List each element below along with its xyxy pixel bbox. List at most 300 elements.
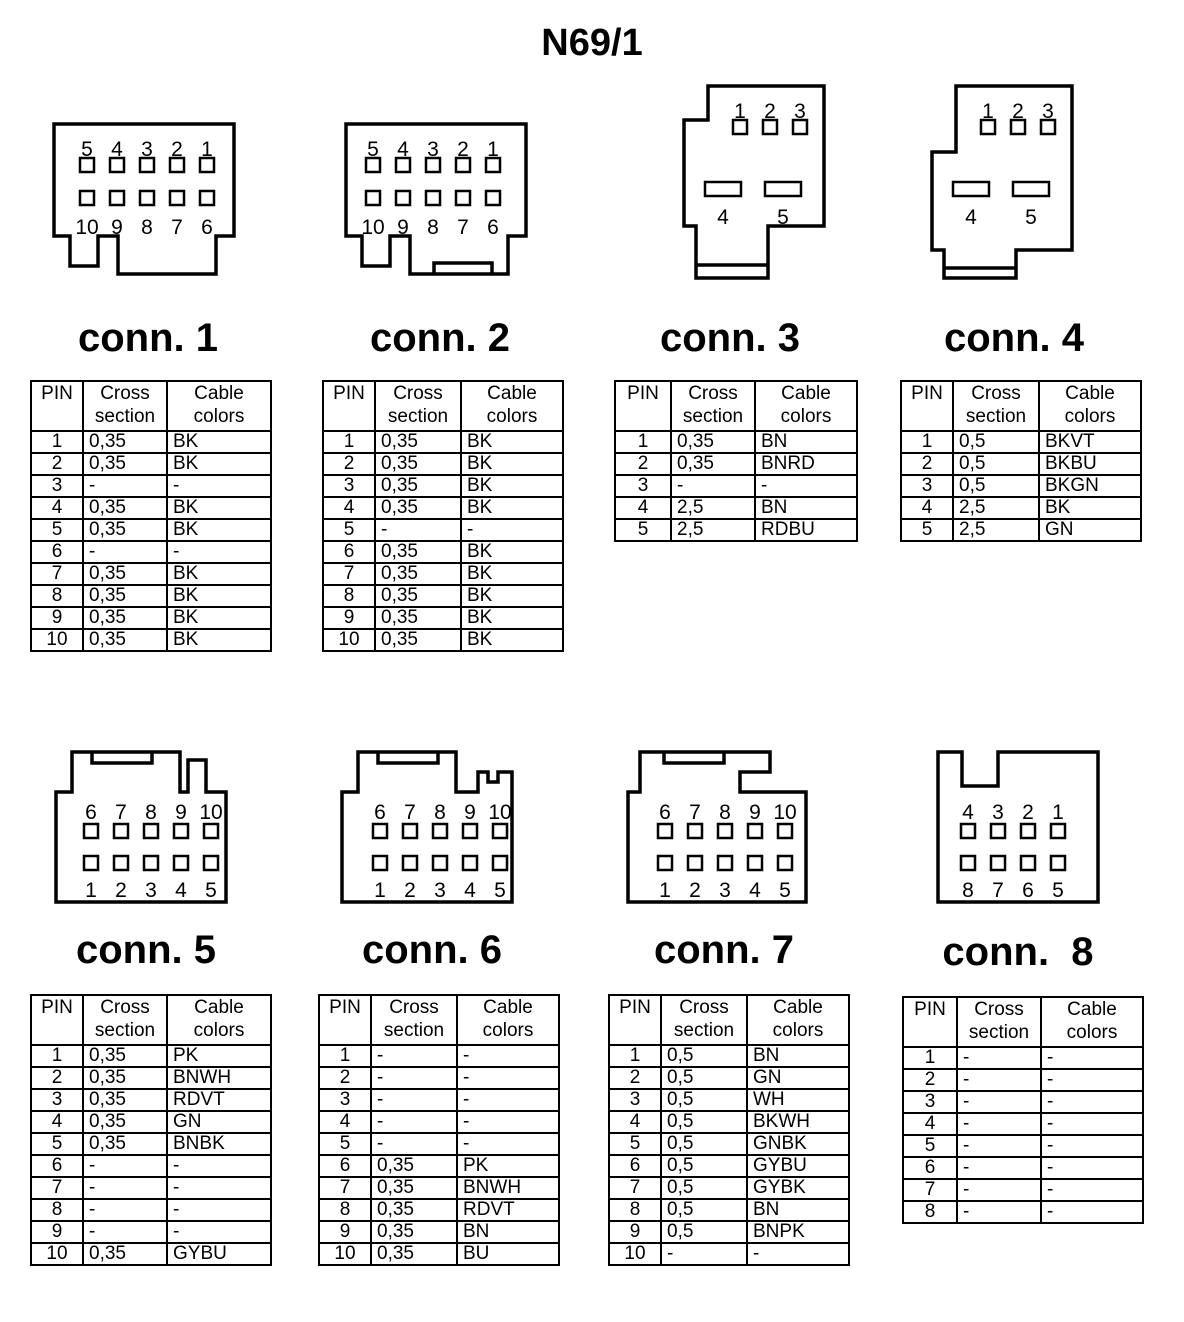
power-pin-cavity <box>705 182 741 196</box>
table-row <box>31 1089 271 1111</box>
cross-section-cell: 0,35 <box>375 563 461 585</box>
table-row <box>323 607 563 629</box>
connector-5-housing <box>52 748 232 908</box>
pin-number-label: 8 <box>962 879 974 902</box>
table-row <box>615 453 857 475</box>
pin-cavity <box>463 856 477 870</box>
cable-color-cell: BNRD <box>755 453 857 475</box>
pin-number-cell: 5 <box>31 519 83 541</box>
header-cross-section: Cross section <box>371 995 457 1045</box>
cable-color-cell: - <box>1041 1135 1143 1157</box>
pin-number-label: 1 <box>374 879 386 902</box>
cable-color-cell: GYBK <box>747 1177 849 1199</box>
pin-cavity <box>688 856 702 870</box>
pin-number-label: 10 <box>75 216 99 239</box>
pin-number-cell: 1 <box>319 1045 371 1067</box>
table-row <box>319 1133 559 1155</box>
pin-cavity <box>114 824 128 838</box>
cross-section-cell: - <box>957 1201 1041 1223</box>
cable-color-cell: BKGN <box>1039 475 1141 497</box>
table-row <box>903 1157 1143 1179</box>
pin-number-label: 5 <box>367 138 379 161</box>
cable-color-cell: - <box>1041 1157 1143 1179</box>
cable-color-cell: BNPK <box>747 1221 849 1243</box>
pin-number-label: 2 <box>689 879 701 902</box>
connector-4-pin-table <box>900 380 1142 542</box>
cross-section-cell: 0,35 <box>375 585 461 607</box>
pin-number-label: 2 <box>764 100 776 123</box>
table-row <box>615 519 857 541</box>
cable-color-cell: - <box>755 475 857 497</box>
housing-outline <box>56 752 226 902</box>
pin-number-cell: 6 <box>31 541 83 563</box>
header-pin: PIN <box>609 995 661 1045</box>
cross-section-cell: - <box>957 1091 1041 1113</box>
table-row <box>319 1067 559 1089</box>
pin-number-label: 1 <box>659 879 671 902</box>
table-row <box>323 541 563 563</box>
pin-number-label: 10 <box>773 801 797 824</box>
table-row <box>903 1091 1143 1113</box>
pin-number-cell: 9 <box>319 1221 371 1243</box>
table-row <box>31 1111 271 1133</box>
pin-cavity <box>991 856 1005 870</box>
pin-cavity <box>366 191 380 205</box>
table-row <box>31 1045 271 1067</box>
cross-section-cell: - <box>83 1199 167 1221</box>
pin-number-cell: 5 <box>903 1135 957 1157</box>
connector-6-caption: conn. 6 <box>361 928 503 972</box>
pin-number-label: 10 <box>199 801 223 824</box>
table-row <box>903 1179 1143 1201</box>
pin-number-cell: 10 <box>609 1243 661 1265</box>
cable-color-cell: - <box>1041 1113 1143 1135</box>
cable-color-cell: GYBU <box>167 1243 271 1265</box>
housing-outline <box>342 752 512 902</box>
cable-color-cell: BK <box>461 541 563 563</box>
header-cable-colors: Cable colors <box>1039 381 1141 431</box>
pin-number-label: 5 <box>494 879 506 902</box>
table-row <box>901 519 1141 541</box>
pin-cavity <box>144 856 158 870</box>
header-cross-section: Cross section <box>83 381 167 431</box>
pin-number-cell: 4 <box>323 497 375 519</box>
cable-color-cell: BU <box>457 1243 559 1265</box>
cross-section-cell: 2,5 <box>671 519 755 541</box>
table-row <box>901 475 1141 497</box>
connector-8-pin-table <box>902 996 1144 1224</box>
connector-8-caption: conn. 8 <box>942 930 1094 974</box>
table-row <box>31 1199 271 1221</box>
table-row <box>31 629 271 651</box>
cable-color-cell: BK <box>461 607 563 629</box>
cable-color-cell: - <box>1041 1047 1143 1069</box>
pin-cavity <box>718 856 732 870</box>
table-row <box>903 1201 1143 1223</box>
pin-cavity <box>778 824 792 838</box>
cable-color-cell: - <box>1041 1069 1143 1091</box>
header-cross-section: Cross section <box>957 997 1041 1047</box>
cross-section-cell: - <box>371 1133 457 1155</box>
pin-number-label: 10 <box>361 216 385 239</box>
cross-section-cell: 0,35 <box>375 453 461 475</box>
header-pin: PIN <box>901 381 953 431</box>
cross-section-cell: - <box>83 475 167 497</box>
pin-number-label: 2 <box>404 879 416 902</box>
pin-number-cell: 8 <box>903 1201 957 1223</box>
table-row <box>901 453 1141 475</box>
table-row <box>323 519 563 541</box>
pin-number-cell: 4 <box>31 497 83 519</box>
table-row <box>319 1221 559 1243</box>
pin-cavity <box>84 856 98 870</box>
power-pin-cavity <box>765 182 801 196</box>
pin-number-cell: 7 <box>323 563 375 585</box>
pin-cavity <box>174 824 188 838</box>
cross-section-cell: - <box>83 1221 167 1243</box>
cross-section-cell: 0,35 <box>375 431 461 453</box>
pin-number-label: 9 <box>175 801 187 824</box>
table-row <box>323 563 563 585</box>
table-row <box>319 1155 559 1177</box>
connector-7-housing <box>624 748 814 908</box>
pin-number-cell: 4 <box>319 1111 371 1133</box>
pin-number-label: 8 <box>427 216 439 239</box>
header-cable-colors: Cable colors <box>1041 997 1143 1047</box>
cross-section-cell: 0,5 <box>661 1221 747 1243</box>
pin-cavity <box>373 856 387 870</box>
table-row <box>609 1089 849 1111</box>
cable-color-cell: BK <box>167 585 271 607</box>
pin-number-label: 4 <box>965 206 977 229</box>
pin-number-cell: 5 <box>901 519 953 541</box>
cable-color-cell: GNBK <box>747 1133 849 1155</box>
cross-section-cell: 0,5 <box>661 1045 747 1067</box>
table-row <box>323 475 563 497</box>
table-row <box>609 1111 849 1133</box>
table-row <box>31 585 271 607</box>
cable-color-cell: - <box>457 1111 559 1133</box>
pin-cavity <box>961 824 975 838</box>
pin-number-label: 2 <box>171 138 183 161</box>
cross-section-cell: 0,5 <box>661 1067 747 1089</box>
connector-1-housing <box>50 120 250 280</box>
cross-section-cell: - <box>371 1089 457 1111</box>
pin-cavity <box>84 824 98 838</box>
cross-section-cell: - <box>957 1157 1041 1179</box>
pin-cavity <box>144 824 158 838</box>
pin-number-cell: 3 <box>319 1089 371 1111</box>
cable-color-cell: BK <box>167 497 271 519</box>
connector-3-pin-table <box>614 380 858 542</box>
pin-cavity <box>1021 824 1035 838</box>
power-pin-cavity <box>953 182 989 196</box>
cross-section-cell: - <box>957 1113 1041 1135</box>
pin-number-cell: 2 <box>319 1067 371 1089</box>
cable-color-cell: BNWH <box>457 1177 559 1199</box>
pin-number-label: 1 <box>1052 801 1064 824</box>
connector-2-caption: conn. 2 <box>369 316 511 360</box>
pin-number-cell: 8 <box>319 1199 371 1221</box>
pin-number-cell: 5 <box>323 519 375 541</box>
cable-color-cell: BKBU <box>1039 453 1141 475</box>
cross-section-cell: 0,35 <box>83 519 167 541</box>
pin-cavity <box>1051 824 1065 838</box>
cross-section-cell: - <box>83 1177 167 1199</box>
cross-section-cell: 0,5 <box>661 1199 747 1221</box>
pin-number-label: 2 <box>457 138 469 161</box>
table-row <box>31 1243 271 1265</box>
pin-number-cell: 8 <box>609 1199 661 1221</box>
table-row <box>31 563 271 585</box>
pin-number-label: 7 <box>115 801 127 824</box>
pin-number-cell: 4 <box>903 1113 957 1135</box>
cable-color-cell: WH <box>747 1089 849 1111</box>
header-cable-colors: Cable colors <box>167 381 271 431</box>
pin-number-label: 7 <box>171 216 183 239</box>
cross-section-cell: - <box>375 519 461 541</box>
pin-number-label: 8 <box>434 801 446 824</box>
pin-number-label: 5 <box>205 879 217 902</box>
connector-4-caption: conn. 4 <box>943 316 1085 360</box>
pin-number-cell: 8 <box>323 585 375 607</box>
pin-number-cell: 6 <box>31 1155 83 1177</box>
pin-number-cell: 5 <box>615 519 671 541</box>
cross-section-cell: 0,35 <box>83 629 167 651</box>
pin-number-label: 3 <box>794 100 806 123</box>
pin-number-label: 4 <box>717 206 729 229</box>
pin-number-label: 8 <box>145 801 157 824</box>
pin-number-cell: 4 <box>31 1111 83 1133</box>
pin-number-label: 9 <box>464 801 476 824</box>
cross-section-cell: 0,5 <box>661 1089 747 1111</box>
pin-cavity <box>433 824 447 838</box>
connector-3-housing <box>680 82 830 282</box>
pin-cavity <box>114 856 128 870</box>
pin-number-label: 6 <box>85 801 97 824</box>
table-row <box>609 1155 849 1177</box>
cross-section-cell: 0,35 <box>83 453 167 475</box>
header-cross-section: Cross section <box>83 995 167 1045</box>
header-cable-colors: Cable colors <box>755 381 857 431</box>
pin-number-cell: 6 <box>323 541 375 563</box>
cross-section-cell: 0,5 <box>661 1133 747 1155</box>
cross-section-cell: 0,35 <box>375 607 461 629</box>
cable-color-cell: - <box>167 1199 271 1221</box>
table-row <box>615 475 857 497</box>
table-row <box>609 1199 849 1221</box>
pin-cavity <box>170 191 184 205</box>
pin-number-cell: 5 <box>609 1133 661 1155</box>
pin-cavity <box>403 856 417 870</box>
pin-number-cell: 2 <box>323 453 375 475</box>
cross-section-cell: - <box>957 1179 1041 1201</box>
pin-number-label: 3 <box>719 879 731 902</box>
pin-number-cell: 7 <box>903 1179 957 1201</box>
cross-section-cell: 0,5 <box>953 431 1039 453</box>
table-row <box>609 1243 849 1265</box>
cable-color-cell: - <box>457 1067 559 1089</box>
pin-number-label: 10 <box>488 801 512 824</box>
cable-color-cell: BK <box>461 431 563 453</box>
header-cable-colors: Cable colors <box>167 995 271 1045</box>
cross-section-cell: 0,35 <box>671 453 755 475</box>
table-row <box>615 431 857 453</box>
pin-cavity <box>961 856 975 870</box>
header-pin: PIN <box>903 997 957 1047</box>
pin-number-cell: 10 <box>31 1243 83 1265</box>
pin-number-cell: 4 <box>615 497 671 519</box>
cable-color-cell: - <box>167 475 271 497</box>
header-pin: PIN <box>31 995 83 1045</box>
cable-color-cell: PK <box>167 1045 271 1067</box>
header-cross-section: Cross section <box>953 381 1039 431</box>
pin-cavity <box>433 856 447 870</box>
table-row <box>609 1133 849 1155</box>
pin-number-cell: 4 <box>609 1111 661 1133</box>
cable-color-cell: BK <box>461 629 563 651</box>
cross-section-cell: 0,35 <box>83 1067 167 1089</box>
pin-cavity <box>174 856 188 870</box>
pin-number-label: 4 <box>749 879 761 902</box>
table-row <box>31 519 271 541</box>
pin-number-label: 6 <box>201 216 213 239</box>
connector-2-pin-table <box>322 380 564 652</box>
pin-cavity <box>688 824 702 838</box>
pin-number-label: 4 <box>464 879 476 902</box>
table-header <box>615 381 857 431</box>
cable-color-cell: - <box>747 1243 849 1265</box>
pin-number-label: 1 <box>487 138 499 161</box>
pin-number-cell: 1 <box>615 431 671 453</box>
pin-cavity <box>80 191 94 205</box>
table-row <box>609 1067 849 1089</box>
pin-number-label: 3 <box>141 138 153 161</box>
pin-number-cell: 8 <box>31 1199 83 1221</box>
pin-cavity <box>204 824 218 838</box>
pin-number-label: 1 <box>201 138 213 161</box>
connector-7-caption: conn. 7 <box>653 928 795 972</box>
cross-section-cell: 0,35 <box>375 497 461 519</box>
pin-number-cell: 3 <box>615 475 671 497</box>
connector-6-housing <box>338 748 518 908</box>
pin-number-label: 9 <box>397 216 409 239</box>
pin-cavity <box>456 191 470 205</box>
table-row <box>609 1221 849 1243</box>
cross-section-cell: 0,35 <box>375 541 461 563</box>
pin-number-cell: 1 <box>903 1047 957 1069</box>
cross-section-cell: 0,5 <box>953 475 1039 497</box>
cable-color-cell: BK <box>461 453 563 475</box>
table-header <box>31 381 271 431</box>
connector-1-pin-table <box>30 380 272 652</box>
cable-color-cell: - <box>457 1089 559 1111</box>
pin-number-cell: 1 <box>901 431 953 453</box>
cable-color-cell: BK <box>167 519 271 541</box>
cross-section-cell: - <box>371 1045 457 1067</box>
pin-number-label: 2 <box>115 879 127 902</box>
cable-color-cell: - <box>167 1155 271 1177</box>
header-pin: PIN <box>615 381 671 431</box>
pin-number-cell: 10 <box>31 629 83 651</box>
cross-section-cell: 0,35 <box>371 1177 457 1199</box>
cable-color-cell: GN <box>1039 519 1141 541</box>
pin-number-cell: 6 <box>609 1155 661 1177</box>
pin-number-label: 7 <box>457 216 469 239</box>
table-header <box>901 381 1141 431</box>
cross-section-cell: - <box>83 541 167 563</box>
pin-cavity <box>718 824 732 838</box>
cross-section-cell: - <box>371 1067 457 1089</box>
pin-number-label: 5 <box>1052 879 1064 902</box>
cable-color-cell: BK <box>167 431 271 453</box>
power-pin-cavity <box>1013 182 1049 196</box>
pin-number-cell: 1 <box>31 431 83 453</box>
pin-cavity <box>778 856 792 870</box>
pin-number-cell: 3 <box>609 1089 661 1111</box>
cross-section-cell: 0,35 <box>83 497 167 519</box>
table-row <box>323 431 563 453</box>
cable-color-cell: - <box>457 1045 559 1067</box>
cross-section-cell: 2,5 <box>671 497 755 519</box>
cross-section-cell: 0,5 <box>661 1177 747 1199</box>
pin-number-cell: 6 <box>903 1157 957 1179</box>
table-row <box>323 497 563 519</box>
pin-number-label: 3 <box>434 879 446 902</box>
cable-color-cell: BNWH <box>167 1067 271 1089</box>
pin-number-label: 5 <box>779 879 791 902</box>
cross-section-cell: - <box>957 1047 1041 1069</box>
pin-number-label: 9 <box>749 801 761 824</box>
cross-section-cell: 0,35 <box>375 629 461 651</box>
connector-5-caption: conn. 5 <box>75 928 217 972</box>
cable-color-cell: BK <box>461 475 563 497</box>
header-cable-colors: Cable colors <box>461 381 563 431</box>
table-row <box>615 497 857 519</box>
cable-color-cell: BN <box>755 497 857 519</box>
cable-color-cell: RDVT <box>167 1089 271 1111</box>
table-row <box>903 1113 1143 1135</box>
cable-color-cell: BK <box>461 585 563 607</box>
header-pin: PIN <box>323 381 375 431</box>
connector-7-pin-table <box>608 994 850 1266</box>
header-cross-section: Cross section <box>661 995 747 1045</box>
table-row <box>903 1135 1143 1157</box>
pin-number-label: 4 <box>962 801 974 824</box>
cross-section-cell: - <box>957 1135 1041 1157</box>
cross-section-cell: 2,5 <box>953 519 1039 541</box>
cable-color-cell: BKVT <box>1039 431 1141 453</box>
table-row <box>31 541 271 563</box>
pin-number-cell: 6 <box>319 1155 371 1177</box>
pin-number-label: 6 <box>374 801 386 824</box>
pin-cavity <box>493 824 507 838</box>
table-row <box>319 1243 559 1265</box>
cable-color-cell: BK <box>1039 497 1141 519</box>
cross-section-cell: 0,35 <box>671 431 755 453</box>
pin-number-label: 9 <box>111 216 123 239</box>
cable-color-cell: - <box>1041 1201 1143 1223</box>
connector-5-pin-table <box>30 994 272 1266</box>
cross-section-cell: 2,5 <box>953 497 1039 519</box>
pin-number-label: 6 <box>487 216 499 239</box>
table-row <box>31 475 271 497</box>
cross-section-cell: 0,35 <box>371 1243 457 1265</box>
pin-number-label: 1 <box>982 100 994 123</box>
pin-cavity <box>748 856 762 870</box>
cross-section-cell: 0,35 <box>371 1221 457 1243</box>
pin-number-cell: 2 <box>31 1067 83 1089</box>
